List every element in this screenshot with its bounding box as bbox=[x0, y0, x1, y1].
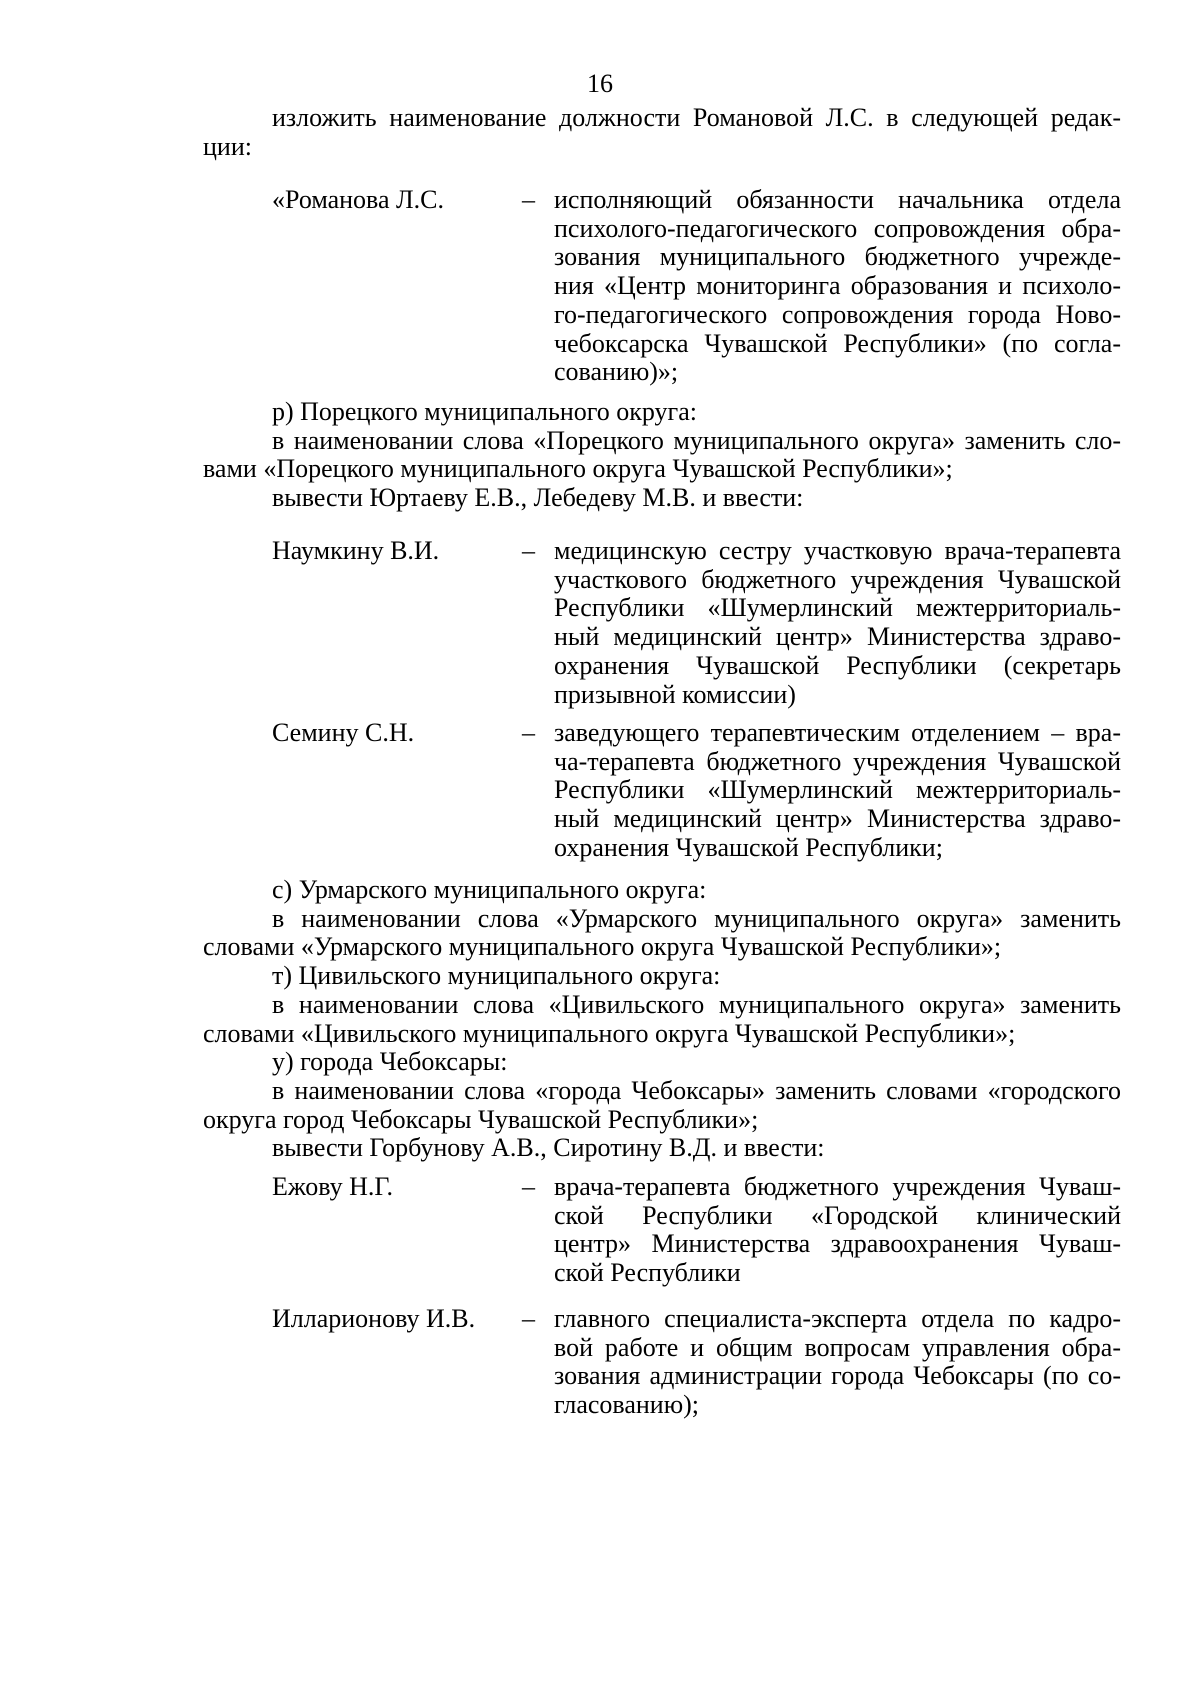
text-line: зования муниципального бюджетного учрежде- bbox=[554, 242, 1121, 272]
text-line: центр» Министерства здравоохранения Чуваш- bbox=[554, 1229, 1121, 1259]
intro-paragraph bbox=[203, 104, 1121, 161]
text-line: словами «Урмарского муниципального округа Чувашской Республики»; bbox=[203, 932, 1002, 962]
person-name: Наумкину В.И. bbox=[272, 536, 440, 565]
section-heading: у) города Чебоксары: bbox=[272, 1047, 508, 1077]
position-description bbox=[554, 1173, 1121, 1288]
text-line: психолого-педагогического сопровождения обра- bbox=[554, 213, 1121, 243]
text-line: участкового бюджетного учреждения Чувашской bbox=[554, 564, 1121, 594]
appointment-entry-semina bbox=[203, 719, 1121, 863]
text-line: призывной комиссии) bbox=[554, 679, 796, 709]
section-poretsky bbox=[203, 398, 1121, 513]
person-name: «Романова Л.С. bbox=[272, 185, 444, 214]
position-description bbox=[554, 719, 1121, 863]
page-number: 16 bbox=[587, 69, 613, 98]
text-line: врача-терапевта бюджетного учреждения Чуваш- bbox=[554, 1172, 1121, 1201]
position-description bbox=[554, 1305, 1121, 1420]
text-line: словами «Цивильского муниципального округа Чувашской Республики»; bbox=[203, 1018, 1016, 1048]
text-line: гласованию); bbox=[554, 1390, 700, 1420]
text-line: ской Республики bbox=[554, 1258, 741, 1288]
person-name: Семину С.Н. bbox=[272, 718, 415, 747]
section-urmary-tsivilsk-cheboksary bbox=[203, 876, 1121, 1163]
text-line: чебоксарска Чувашской Республики» (по согла- bbox=[554, 328, 1121, 358]
text-line: го-педагогического сопровождения города Ново- bbox=[554, 299, 1121, 329]
person-name: Ежову Н.Г. bbox=[272, 1172, 393, 1201]
text-line: Республики «Шумерлинский межтерриториаль- bbox=[554, 593, 1121, 623]
text-line: медицинскую сестру участковую врача-терапевта bbox=[554, 536, 1121, 565]
dash: – bbox=[522, 536, 535, 565]
text-line: в наименовании слова «Цивильского муниципального округа» заменить bbox=[272, 989, 1121, 1019]
text-line: вой работе и общим вопросам управления обра- bbox=[554, 1332, 1121, 1362]
section-heading: т) Цивильского муниципального округа: bbox=[272, 961, 721, 991]
text-line: охранения Чувашской Республики (секретарь bbox=[554, 650, 1121, 680]
section-heading: с) Урмарского муниципального округа: bbox=[272, 875, 707, 904]
text-line: исполняющий обязанности начальника отдела bbox=[554, 185, 1121, 214]
dash: – bbox=[522, 1304, 535, 1333]
text-line: Республики «Шумерлинский межтерриториаль- bbox=[554, 775, 1121, 805]
text-line: ча-терапевта бюджетного учреждения Чувашской bbox=[554, 746, 1121, 776]
text-line: сованию)»; bbox=[554, 357, 679, 387]
appointment-entry-illarionova bbox=[203, 1305, 1121, 1420]
dash: – bbox=[522, 1172, 535, 1201]
appointment-entry-ezhova bbox=[203, 1173, 1121, 1288]
dash: – bbox=[522, 185, 535, 214]
text-line: охранения Чувашской Республики; bbox=[554, 832, 943, 862]
text-line: ской Республики «Городской клинический bbox=[554, 1200, 1121, 1230]
section-heading: р) Порецкого муниципального округа: bbox=[272, 397, 697, 426]
position-description bbox=[554, 186, 1121, 387]
text-line: заведующего терапевтическим отделением – вра- bbox=[554, 718, 1121, 747]
text-line: в наименовании слова «Порецкого муниципального округа» заменить сло- bbox=[272, 425, 1121, 455]
appointment-entry-naumkina bbox=[203, 537, 1121, 709]
text-line: главного специалиста-эксперта отдела по кадро- bbox=[554, 1304, 1121, 1333]
position-description bbox=[554, 537, 1121, 709]
text-line: ции: bbox=[203, 131, 252, 161]
text-line: зования администрации города Чебоксары (по со- bbox=[554, 1361, 1121, 1391]
appointment-entry-romanova bbox=[203, 186, 1121, 387]
text-line: изложить наименование должности Романовой Л.С. в следующей редак- bbox=[272, 103, 1121, 132]
text-line: вывести Горбунову А.В., Сиротину В.Д. и ввести: bbox=[272, 1133, 825, 1163]
text-line: ный медицинский центр» Министерства здраво- bbox=[554, 622, 1121, 652]
dash: – bbox=[522, 718, 535, 747]
text-line: в наименовании слова «Урмарского муниципального округа» заменить bbox=[272, 903, 1121, 933]
text-line: вами «Порецкого муниципального округа Чувашской Республики»; bbox=[203, 454, 953, 484]
text-line: ния «Центр мониторинга образования и психоло- bbox=[554, 271, 1121, 301]
text-line: округа город Чебоксары Чувашской Республики»; bbox=[203, 1104, 759, 1134]
text-line: в наименовании слова «города Чебоксары» заменить словами «городского bbox=[272, 1075, 1121, 1105]
text-line: вывести Юртаеву Е.В., Лебедеву М.В. и ввести: bbox=[272, 483, 804, 513]
text-line: ный медицинский центр» Министерства здраво- bbox=[554, 804, 1121, 834]
person-name: Илларионову И.В. bbox=[272, 1304, 476, 1333]
